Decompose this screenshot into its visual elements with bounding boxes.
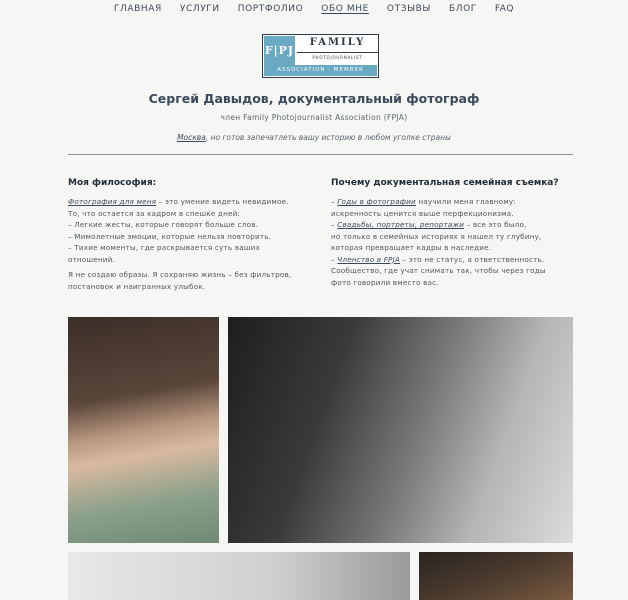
main-nav bbox=[0, 0, 628, 18]
why-line: – это не статус, а ответственность. bbox=[400, 254, 545, 264]
philosophy-section bbox=[68, 178, 308, 292]
photo-family-dark[interactable] bbox=[419, 552, 573, 600]
photo-mother-baby-color[interactable] bbox=[68, 317, 219, 543]
nav-home[interactable]: ГЛАВНАЯ bbox=[113, 4, 162, 14]
city-link[interactable]: Москва bbox=[177, 133, 206, 142]
why-line: – все это было, bbox=[464, 220, 527, 229]
why-heading: Почему документальная семейная съемка? bbox=[331, 178, 559, 188]
why-documentary-section bbox=[331, 178, 571, 288]
philosophy-line: постановок и наигранных улыбок. bbox=[68, 281, 206, 291]
philosophy-line: – это умение видеть невидимое. bbox=[156, 197, 289, 206]
why-text bbox=[331, 196, 571, 288]
why-line: Сообщество, где учат снимать так, чтобы через годы bbox=[331, 266, 546, 275]
philosophy-text bbox=[68, 196, 308, 265]
membership-subtitle: член Family Photojournalist Association (FPJA) bbox=[220, 113, 408, 122]
photography-link[interactable]: Фотография для меня bbox=[68, 197, 157, 206]
nav-reviews[interactable]: ОТЗЫВЫ bbox=[386, 4, 431, 14]
tagline-text: , но готов запечатлеть вашу историю в любом уголке страны bbox=[205, 133, 451, 142]
years-link[interactable]: Годы в фотографии bbox=[337, 197, 416, 206]
philosophy-line: Я не создаю образы. Я сохраняю жизнь – без фильтров, bbox=[68, 270, 292, 279]
header-divider bbox=[68, 154, 573, 155]
philosophy-statement bbox=[68, 269, 308, 292]
why-line: фото говорили вместо вас. bbox=[331, 277, 439, 287]
nav-blog[interactable]: БЛОГ bbox=[448, 4, 477, 14]
nav-about[interactable]: ОБО МНЕ bbox=[321, 4, 369, 14]
why-line: искренность ценится выше перфекционизма. bbox=[331, 208, 514, 218]
page-title: Сергей Давыдов, документальный фотограф bbox=[148, 91, 480, 106]
philosophy-line: – Мимолетные эмоции, которые нельзя повторить. bbox=[68, 231, 272, 241]
philosophy-line: отношений. bbox=[68, 254, 116, 264]
location-tagline bbox=[0, 133, 628, 142]
why-line: но только в семейных историях я нашел ту глубину, bbox=[331, 231, 542, 241]
fpja-member-badge bbox=[262, 34, 379, 78]
badge-family-text: FAMILY bbox=[309, 37, 366, 48]
why-line: научили меня главному: bbox=[415, 197, 516, 206]
weddings-link[interactable]: Свадьбы, портреты, репортажи bbox=[337, 220, 465, 229]
fpja-membership-link[interactable]: Членство в FPJA bbox=[337, 254, 401, 264]
why-dash: – bbox=[331, 197, 338, 206]
why-line: которая превращает кадры в наследие. bbox=[331, 243, 492, 252]
badge-association-text: ASSOCIATION · MEMBER bbox=[264, 65, 377, 76]
nav-services[interactable]: УСЛУГИ bbox=[179, 4, 220, 14]
photo-mother-baby-bw[interactable] bbox=[228, 317, 573, 543]
fpja-logo-icon: F|PJ bbox=[264, 36, 295, 65]
nav-faq[interactable]: FAQ bbox=[494, 4, 515, 14]
why-dash: – bbox=[331, 254, 338, 264]
philosophy-line: – Тихие моменты, где раскрывается суть ваших bbox=[68, 243, 260, 252]
philosophy-line: То, что остается за кадром в спешке дней: bbox=[68, 208, 241, 218]
why-dash: – bbox=[331, 220, 338, 229]
photo-interior[interactable] bbox=[68, 552, 410, 600]
badge-photojournalist-text: PHOTOJOURNALIST bbox=[312, 55, 363, 60]
nav-portfolio[interactable]: ПОРТФОЛИО bbox=[237, 4, 304, 14]
philosophy-heading: Моя философия: bbox=[68, 178, 157, 188]
philosophy-line: – Легкие жесты, которые говорят больше слов. bbox=[68, 220, 259, 229]
badge-divider bbox=[297, 52, 378, 53]
